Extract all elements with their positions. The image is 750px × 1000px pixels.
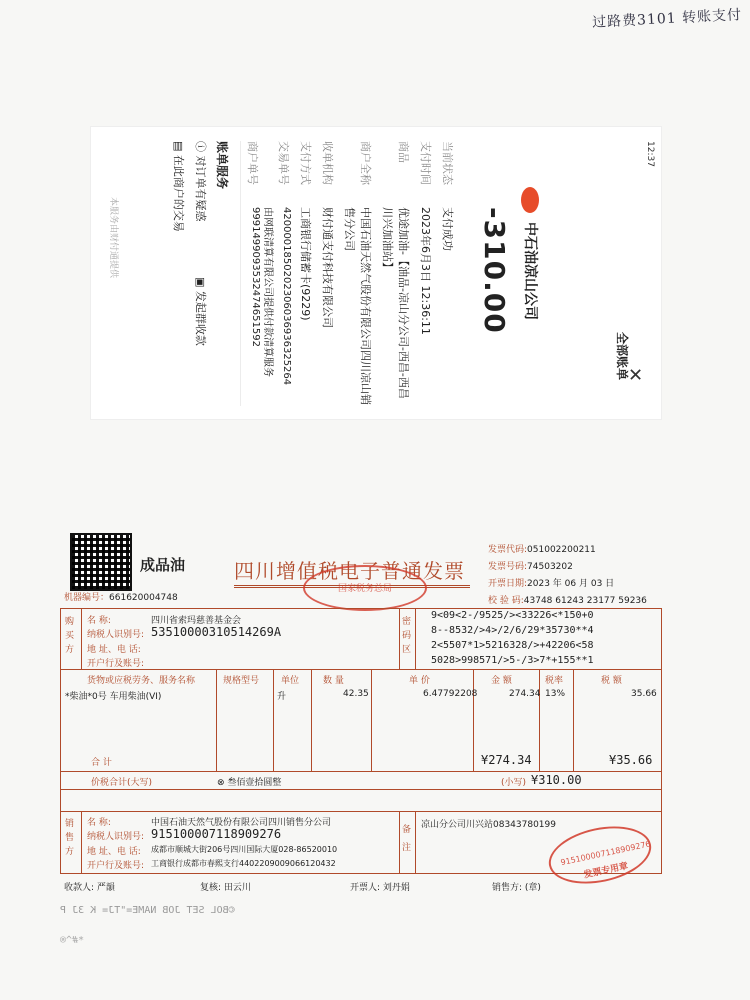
merchant-name: 中石油凉山公司 [522, 222, 538, 320]
reviewer: 复核: 田云川 [200, 883, 251, 893]
total-label: 价税合计(大写) [91, 778, 153, 788]
remark-text: 凉山分公司川兴站08343780199 [421, 820, 556, 830]
invoice-title: 四川增值税电子普通发票 [234, 559, 465, 583]
field-label: 商品 [397, 141, 410, 163]
cipher-line: 2<5507*1>5216328/>+42206<58 [431, 640, 594, 651]
buyer-bank-label: 开户行及账号: [87, 659, 145, 669]
col-header-unit: 单位 [281, 676, 300, 686]
total-small: ¥310.00 [531, 773, 582, 787]
seller-sign: 销售方: (章) [492, 883, 541, 893]
col-header-qty: 数 量 [323, 676, 344, 686]
field-label: 商户单号 [246, 141, 259, 185]
seller-tax-id: 915100007118909276 [151, 827, 282, 841]
divider [240, 141, 241, 406]
buyer-tax-id: 53510000310514269A [151, 625, 282, 639]
total-words: ⊗ 叁佰壹拾圆整 [217, 778, 282, 788]
invoice-number: 发票号码:74503202 [488, 562, 573, 572]
qr-code-icon [70, 533, 132, 591]
seller-bank-label: 开户行及账号: [87, 861, 145, 871]
seller-bank: 工商银行成都市春熙支行4402209009066120432 [151, 859, 336, 868]
oil-label: 成品油 [140, 556, 186, 574]
invoice-special-seal: 915100007118909276 发票专用章 [544, 818, 657, 892]
subtotal-tax: ¥35.66 [609, 753, 653, 767]
field-label: 收单机构 [321, 141, 334, 185]
seller-side-label: 销售方 [65, 819, 75, 857]
buyer-address-label: 地 址、电 话: [87, 645, 141, 655]
buyer-name-label: 名 称: [87, 616, 111, 626]
field-label: 商户全称 [359, 141, 372, 185]
handwritten-note: 过路费3101 转账支付 [591, 7, 743, 31]
invoice-table [60, 608, 662, 874]
item-rate: 13% [545, 689, 566, 699]
field-value: 中国石油天然气股份有限公司四川凉山销售分公司 [343, 207, 372, 405]
payee: 收款人: 严韻 [64, 883, 115, 893]
field-value: 工商银行储蓄卡(9229) [299, 207, 312, 321]
field-value: 2023年6月3日 12:36:11 [419, 207, 432, 335]
field-value: 999149909353247465​1592 [250, 207, 261, 347]
order-question-link[interactable] [193, 141, 209, 222]
seller-tax-label: 纳税人识别号: [87, 832, 145, 842]
drawer: 开票人: 刘丹娟 [350, 883, 410, 893]
subtotal-label: 合 计 [91, 758, 112, 768]
col-header-spec: 规格型号 [223, 676, 260, 686]
merchant-transactions-link[interactable] [171, 141, 187, 232]
payment-receipt-screenshot [90, 126, 662, 420]
list-icon: ▤ [172, 141, 185, 155]
seller-name-label: 名 称: [87, 818, 111, 828]
field-value: 4200001850202306036936325264 [281, 207, 292, 386]
col-header-tax: 税 额 [601, 676, 622, 686]
group-collect-link[interactable] [193, 277, 209, 346]
bleed-through-text: *#^® [60, 935, 85, 946]
payment-amount: -310.00 [478, 207, 511, 334]
field-value: 支付成功 [441, 207, 454, 251]
col-header-name: 货物或应税劳务、服务名称 [87, 676, 196, 686]
check-code: 校 验 码:43748 61243 23177 59236 [488, 596, 647, 606]
field-value: 优途加油-【油品-凉山分公司-西昌-西昌川兴加油站】 [381, 207, 410, 399]
field-value: 财付通支付科技有限公司 [321, 207, 334, 328]
all-bills-link[interactable]: 全部账单 [615, 332, 629, 381]
remark-label: 备注 [402, 825, 412, 853]
col-header-rate: 税率 [545, 676, 564, 686]
cipher-area-label: 密码区 [402, 617, 412, 655]
section-title: 账单服务 [215, 141, 229, 190]
item-name: *柴油*0号 车用柴油(VI) [65, 692, 162, 702]
merchant-logo-icon [521, 187, 539, 213]
clearing-note: 由网联清算有限公司提供付款清算服务 [262, 207, 273, 377]
machine-number: 机器编号：661620004748 [64, 593, 178, 603]
item-qty: 42.35 [343, 689, 369, 699]
footnote: 本服务由财付通提供 [108, 197, 118, 279]
buyer-side-label: 购买方 [65, 617, 75, 655]
seller-address-label: 地 址、电 话: [87, 847, 141, 857]
invoice-code: 发票代码:051002200211 [488, 545, 596, 555]
close-icon[interactable]: ✕ [624, 367, 645, 383]
item-price: 6.47792208 [423, 689, 478, 699]
field-label: 当前状态 [441, 141, 454, 185]
invoice-date: 开票日期:2023 年 06 月 03 日 [488, 579, 615, 589]
field-label: 支付时间 [419, 141, 432, 185]
item-unit: 升 [277, 692, 287, 702]
receipt-content [91, 127, 661, 419]
help-label: 对订单有疑惑 [194, 155, 207, 222]
total-small-label: (小写) [501, 778, 527, 788]
item-tax: 35.66 [631, 689, 657, 699]
field-label: 交易单号 [277, 141, 290, 185]
buyer-tax-label: 纳税人识别号: [87, 630, 145, 640]
cipher-line: 9<09<2-/9525/><33226<*150+0 [431, 610, 594, 621]
item-amount: 274.34 [509, 689, 541, 699]
status-bar-time: 12:37 [645, 141, 655, 167]
tax-bureau-seal: 国家税务总局 [303, 565, 427, 611]
help-label: 在此商户的交易 [172, 154, 185, 232]
seller-address: 成都市顺城大街206号四川国际大厦028-86520010 [151, 845, 338, 854]
col-header-price: 单 价 [409, 676, 430, 686]
buyer-name: 四川省索玛慈善基金会 [151, 616, 242, 626]
help-label: 发起群收款 [194, 290, 207, 346]
cipher-line: 8--8532/>4>/2/6/29*35730**4 [431, 625, 594, 636]
col-header-amount: 金 额 [491, 676, 512, 686]
field-label: 支付方式 [299, 141, 312, 185]
question-icon: ⓘ [194, 141, 207, 156]
bleed-through-text: ©BOL SET JOB NAME="TJ= K 3J P [60, 905, 235, 916]
subtotal-amount: ¥274.34 [481, 753, 532, 767]
seller-name: 中国石油天然气股份有限公司四川销售分公司 [151, 818, 332, 828]
cipher-line: 5028>998571/>5-/3>7*+155**1 [431, 655, 594, 666]
group-icon: ▣ [194, 277, 207, 291]
